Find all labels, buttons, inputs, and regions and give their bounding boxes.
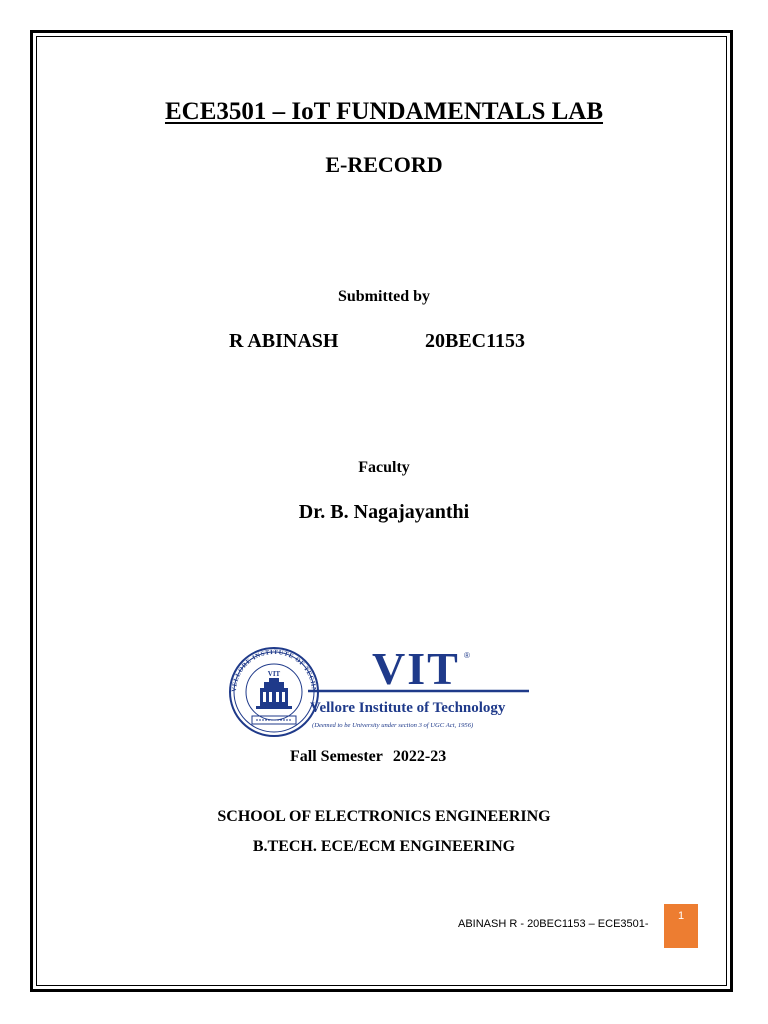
vit-seal-icon <box>226 644 318 736</box>
vit-logo-svg <box>226 644 536 740</box>
page-number-badge: 1 <box>664 904 698 948</box>
student-id: 20BEC1153 <box>425 330 526 352</box>
semester-label: Fall Semester <box>290 748 383 765</box>
faculty-label: Faculty <box>358 459 410 476</box>
school-name: SCHOOL OF ELECTRONICS ENGINEERING <box>217 808 551 825</box>
footer-text: ABINASH R - 20BEC1153 – ECE3501- <box>458 918 649 930</box>
semester-year: 2022-23 <box>392 748 447 765</box>
seal-text: VELLORE INSTITUTE OF TECHN <box>230 648 318 693</box>
registered-mark: ® <box>464 651 470 660</box>
institute-tagline: (Deemed to be University under section 3 of UGC Act, 1956) <box>312 722 474 729</box>
degree-name: B.TECH. ECE/ECM ENGINEERING <box>252 838 516 855</box>
seal-center-text: VIT <box>267 670 281 678</box>
semester <box>290 748 446 766</box>
faculty-name: Dr. B. Nagajayanthi <box>298 501 470 523</box>
vit-wordmark: VIT <box>372 644 460 694</box>
course-title: ECE3501 – IoT FUNDAMENTALS LAB <box>164 98 604 125</box>
institute-name: Vellore Institute of Technology <box>310 700 506 716</box>
submitted-by-label: Submitted by <box>337 288 431 305</box>
vit-logo <box>226 644 536 740</box>
student-name: R ABINASH <box>229 330 339 352</box>
record-type: E-RECORD <box>325 152 443 177</box>
